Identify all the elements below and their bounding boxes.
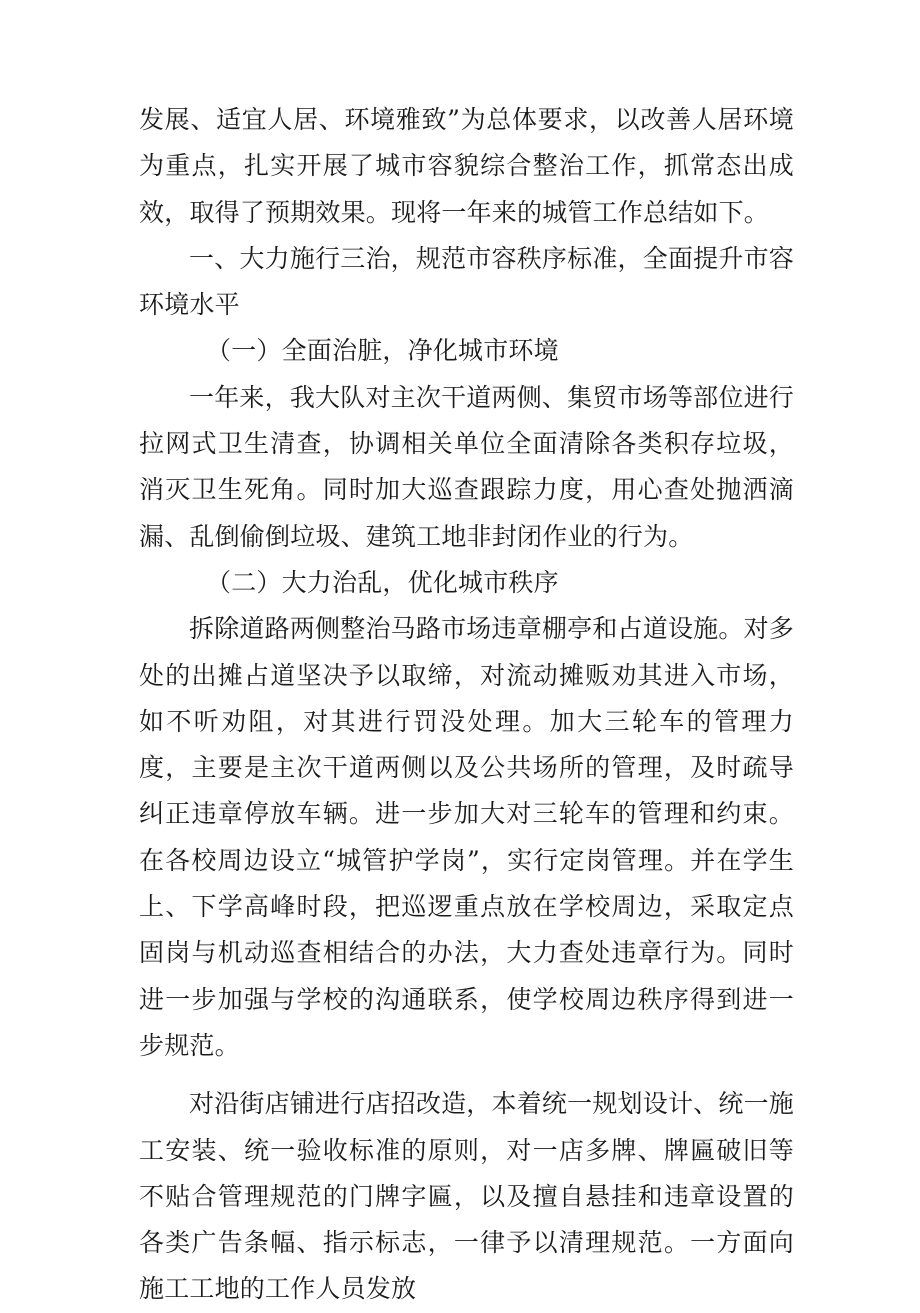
body-paragraph: 对沿街店铺进行店招改造，本着统一规划设计、统一施工安装、统一验收标准的原则，对一店多牌、牌匾破旧等不贴合管理规范的门牌字匾，以及擅自悬挂和违章设置的各类广告条幅、指示标志，一律予以清理规范。一方面向施工工地的工作人员发放 [139,1089,794,1304]
subsection-heading: （二）大力治乱，优化城市秩序 [206,567,559,597]
document-body [139,97,794,1313]
intro-continuation-paragraph: 发展、适宜人居、环境雅致”为总体要求，以改善人居环境为重点，扎实开展了城市容貌综合整治工作，抓常态出成效，取得了预期效果。现将一年来的城管工作总结如下。 [139,105,794,227]
body-paragraph: 拆除道路两侧整治马路市场违章棚亭和占道设施。对多处的出摊占道坚决予以取缔，对流动摊贩劝其进入市场，如不听劝阻，对其进行罚没处理。加大三轮车的管理力度，主要是主次干道两侧以及公共场所的管理，及时疏导纠正违章停放车辆。进一步加大对三轮车的管理和约束。在各校周边设立“城管护学岗”，实行定岗管理。并在学生上、下学高峰时段，把巡逻重点放在学校周边，采取定点固岗与机动巡查相结合的办法，大力查处违章行为。同时进一步加强与学校的沟通联系，使学校周边秩序得到进一步规范。 [139,614,794,1060]
subsection-heading: （一）全面治脏，净化城市环境 [206,336,559,366]
body-paragraph: 一年来，我大队对主次干道两侧、集贸市场等部位进行拉网式卫生清查，协调相关单位全面清除各类积存垃圾，消灭卫生死角。同时加大巡查跟踪力度，用心查处抛洒滴漏、乱倒偷倒垃圾、建筑工地非封闭作业的行为。 [139,382,794,551]
section-heading: 一、大力施行三治，规范市容秩序标准，全面提升市容环境水平 [139,243,794,320]
